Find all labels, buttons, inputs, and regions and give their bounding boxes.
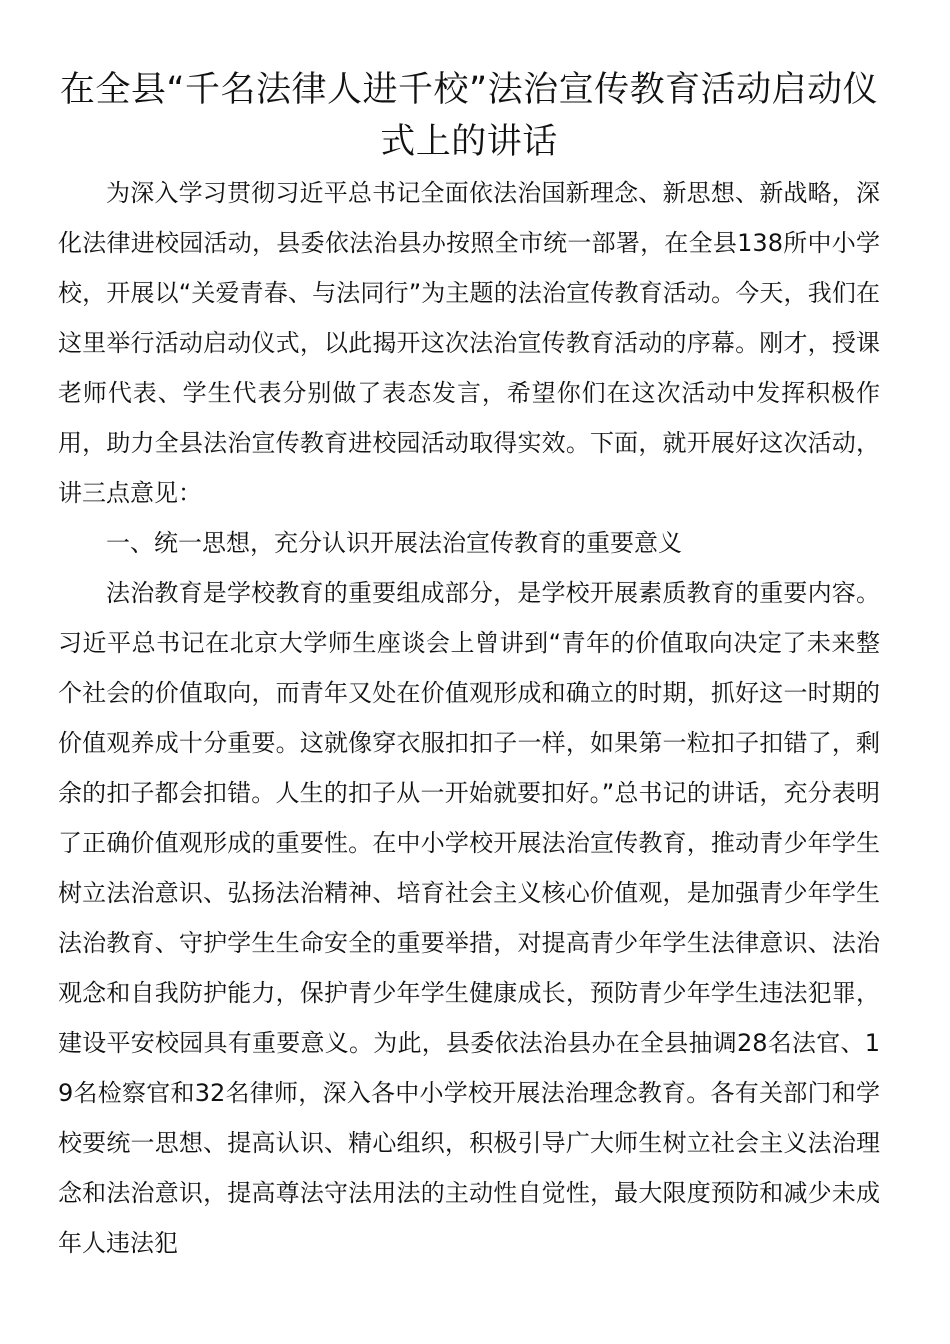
section-paragraph: 法治教育是学校教育的重要组成部分，是学校开展素质教育的重要内容。习近平总书记在北京大学师生座谈会上曾讲到“青年的价值取向决定了未来整个社会的价值取向，而青年又处在价值观形成和确立的时期，抓好这一时期的价值观养成十分重要。这就像穿衣服扣扣子一样，如果第一粒扣子扣错了，剩余的扣子都会扣错。人生的扣子从一开始就要扣好。”总书记的讲话，充分表明了正确价值观形成的重要性。在中小学校开展法治宣传教育，推动青少年学生树立法治意识、弘扬法治精神、培育社会主义核心价值观，是加强青少年学生法治教育、守护学生生命安全的重要举措，对提高青少年学生法律意识、法治观念和自我防护能力，保护青少年学生健康成长，预防青少年学生违法犯罪，建设平安校园具有重要意义。为此，县委依法治县办在全县抽调28名法官、19名检察官和32名律师，深入各中小学校开展法治理念教育。各有关部门和学校要统一思想、提高认识、精心组织，积极引导广大师生树立社会主义法治理念和法治意识，提高尊法守法用法的主动性自觉性，最大限度预防和减少未成年人违法犯 xyxy=(58,579,880,1257)
document-page xyxy=(58,64,880,1268)
document-title: 在全县“千名法律人进千校”法治宣传教育活动启动仪式上的讲话 xyxy=(59,70,879,162)
intro-paragraph: 为深入学习贯彻习近平总书记全面依法治国新理念、新思想、新战略，深化法律进校园活动，县委依法治县办按照全市统一部署，在全县138所中小学校，开展以“关爱青春、与法同行”为主题的法治宣传教育活动。今天，我们在这里举行活动启动仪式，以此揭开这次法治宣传教育活动的序幕。刚才，授课老师代表、学生代表分别做了表态发言，希望你们在这次活动中发挥积极作用，助力全县法治宣传教育进校园活动取得实效。下面，就开展好这次活动，讲三点意见： xyxy=(58,179,880,507)
section-heading: 一、统一思想，充分认识开展法治宣传教育的重要意义 xyxy=(106,529,682,557)
